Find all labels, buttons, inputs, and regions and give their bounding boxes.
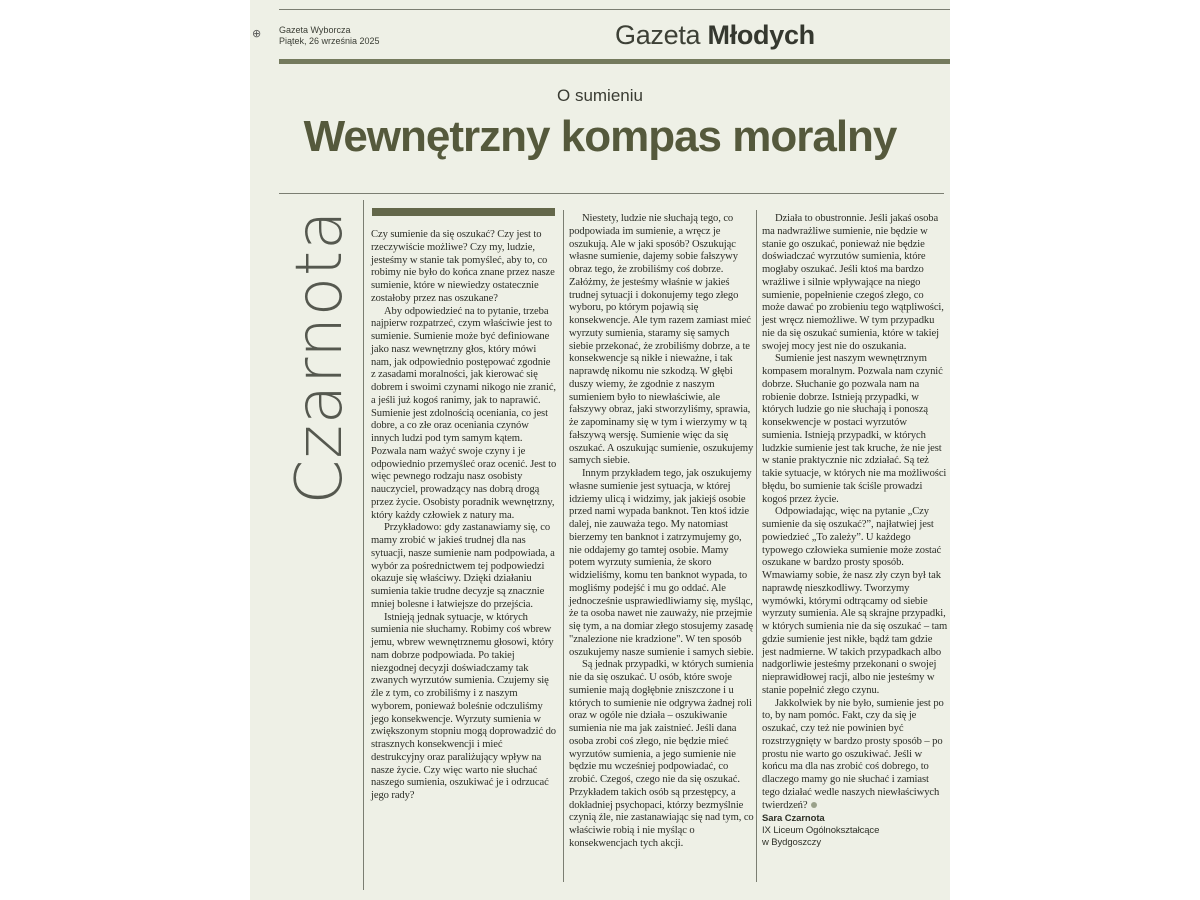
section-title: [615, 20, 815, 51]
masthead-info: [279, 25, 380, 47]
paragraph: Działa to obustronnie. Jeśli jakaś osoba ma nadwrażliwe sumienie, nie będzie w stanie go oszukać, ponieważ nie będzie doświadczać wyrzutów sumienia, które mogłaby oszukać. Jeśli ktoś ma bardzo wrażliwe i silnie wpływające na niego sumienie, popełnienie czegoś złego, co może dawać po zrobieniu tego wątpliwości, jest wręcz niemożliwe. W tym przypadku nie da się oszukać sumienia, które w takiej swojej mocy jest nie do oszukania.: [762, 213, 944, 352]
paragraph: Istnieją jednak sytuacje, w których sumienia nie słuchamy. Robimy coś wbrew jemu, wbrew wewnętrznemu głosowi, który nam dobrze podpowiada. Po takiej niezgodnej decyzji doświadczamy tak zwanych wyrzutów sumienia. Czujemy się źle z tym, co zrobiliśmy i z naszym wyborem, ponieważ boleśnie odczuliśmy jego konsekwencje. Wyrzuty sumienia w zwiększonym stopniu mogą doprowadzić do strasznych konsekwencji i mieć destrukcyjny oraz paraliżujący wpływ na nasze życie. Czy więc warto nie słuchać naszego sumienia, oszukiwać je i odrzucać jego rady?: [371, 611, 556, 801]
author-city: w Bydgoszczy: [762, 837, 821, 849]
paragraph-text: Jakkolwiek by nie było, sumienie jest po to, by nam pomóc. Fakt, czy da się je oszukać, czy też nie powinien być rozstrzygnięty w bardzo prosty sposób – po prostu nie warto go oszukiwać. Jeśli w końcu ma dla nas zrobić coś dobrego, to dlaczego mamy go nie słuchać i zamiast tego działać wedle naszych niewłaściwych twierdzeń?: [762, 697, 944, 811]
paragraph-last: [762, 698, 948, 813]
author-vertical-label: [280, 205, 360, 510]
issue-date: Piątek, 26 września 2025: [279, 36, 380, 46]
column-divider: [563, 210, 564, 882]
masthead-rule: [279, 59, 950, 64]
section-title-bold: Młodych: [707, 20, 815, 50]
paragraph: Sumienie jest naszym wewnętrznym kompasem moralnym. Pozwala nam czynić dobrze. Słuchanie go pozwala nam na robienie dobrze. Istnieją przypadki, w których ludzie go nie słuchają i ponoszą konsekwencje w postaci wyrzutów sumienia. Istnieją przypadki, w których ludzkie sumienie jest tak kruche, że nie jest w stanie praktycznie nic zdziałać. Są też takie sytuacje, w których nie ma możliwości błędu, bo sumienie tak ściśle prowadzi kogoś przez życie.: [762, 353, 947, 505]
newspaper-page: [250, 0, 950, 900]
article-column-2: [569, 213, 755, 851]
column-divider: [756, 210, 757, 882]
author-surname: Czarnota: [283, 209, 357, 505]
column-top-bar: [372, 208, 555, 216]
paragraph: Odpowiadając, więc na pytanie „Czy sumienie da się oszukać?”, najłatwiej jest powiedzieć „To zależy”. U każdego typowego człowieka sumienie może zostać oszukane w bardzo prosty sposób. Wmawiamy sobie, że nasz zły czyn był tak naprawdę nieszkodliwy. Tworzymy wymówki, którymi odtrącamy od siebie wyrzuty sumienia. Ale są skrajne przypadki, w których sumienia nie da się oszukać – tam gdzie sumienie jest nikłe, bądź tam gdzie jest nadmierne. W takich przypadkach albo nadgorliwie jesteśmy przekonani o swojej nieprawidłowej racji, albo nie jesteśmy w stanie popełnić złego czynu.: [762, 506, 948, 696]
paragraph: Czy sumienie da się oszukać? Czy jest to rzeczywiście możliwe? Czy my, ludzie, jesteśmy w stanie tak pomyśleć, aby to, co robimy nie było do końca znane przez nasze sumienie, które w niewiedzy ostatecznie zostałoby przez nas oszukane?: [371, 229, 555, 304]
end-of-article-icon: [811, 802, 817, 808]
section-title-light: Gazeta: [615, 20, 701, 50]
publisher-name: Gazeta Wyborcza: [279, 25, 351, 35]
paragraph: Aby odpowiedzieć na to pytanie, trzeba najpierw rozpatrzeć, czym właściwie jest to sumienie. Sumienie może być definiowane jako nasz wewnętrzny głos, który mówi nam, jak odpowiednio postępować zgodnie z zasadami moralności, jak kierować się dobrem i swoimi czynami nikogo nie zranić, a jeśli już kogoś ranimy, jak to naprawić. Sumienie jest zdolnością oceniania, co jest dobre, a co złe oraz oceniania czynów innych ludzi pod tym samym kątem. Pozwala nam ważyć swoje czyny i je odpowiednio przemyśleć oraz ocenić. Jest to więc pewnego rodzaju nasz osobisty nauczyciel, prowadzący nas dobrą drogą przez życie. Osobisty poradnik wewnętrzny, który każdy człowiek z natury ma.: [371, 305, 557, 521]
top-rule: [279, 9, 950, 10]
column-divider: [363, 200, 364, 890]
paragraph: Innym przykładem tego, jak oszukujemy własne sumienie jest sytuacja, w której idziemy ulicą i widzimy, jak jakiejś osobie przed nami wypada banknot. Ten ktoś idzie dalej, nie zauważa tego. My natomiast bierzemy ten banknot i zatrzymujemy go, nie oddajemy go tamtej osobie. Mamy potem wyrzuty sumienia, że skoro widzieliśmy, komu ten banknot wypada, to mogliśmy podejść i mu go oddać. Ale jednocześnie usprawiedliwiamy się, myśląc, że ta osoba nawet nie zauważy, nie przejmie się tym, a na domiar złego stosujemy zasadę "znalezione nie kradzione". W ten sposób oszukujemy nasze sumienie i samych siebie.: [569, 468, 754, 658]
article-headline: Wewnętrzny kompas moralny: [303, 112, 897, 161]
headline-rule: [279, 193, 944, 194]
author-school: IX Liceum Ogólnokształcące: [762, 825, 880, 837]
paragraph: Przykładowo: gdy zastanawiamy się, co mamy zrobić w jakieś trudnej dla nas sytuacji, nasze sumienie nam podpowiada, a wybór za pośrednictwem tej podpowiedzi okazuje się właściwy. Dzięki działaniu sumienia takie trudne decyzje są znacznie mniej bolesne i łatwiejsze do przejścia.: [371, 522, 555, 610]
paragraph: Są jednak przypadki, w których sumienia nie da się oszukać. U osób, które swoje sumienie mają dogłębnie zniszczone i u których to sumienie nie odgrywa żadnej roli oraz w ogóle nie działa – oszukiwanie sumienia nie ma jak zaistnieć. Jeśli dana osoba zrobi coś złego, nie będzie mieć wyrzutów sumienia, a jego sumienie nie będzie mu wcześniej podpowiadać, co zrobić. Czegoś, czego nie da się oszukać. Przykładem takich osób są przestępcy, a dokładniej psychopaci, którzy bezmyślnie czynią źle, nie zastanawiając się nad tym, co właściwie robią i nie myśląc o konsekwencjach tych akcji.: [569, 659, 754, 849]
article-kicker: O sumieniu: [557, 86, 643, 105]
article-column-1: [371, 229, 557, 803]
article-column-3: [762, 213, 948, 849]
paragraph: Niestety, ludzie nie słuchają tego, co podpowiada im sumienie, a wręcz je oszukują. Ale w jaki sposób? Oszukując własne sumienie, dajemy sobie fałszywy obraz tego, że zrobiliśmy coś dobrze. Załóżmy, że jesteśmy właśnie w jakieś trudnej sytuacji i dokonujemy tego złego wyboru, po którym pojawią się konsekwencje. Ale tym razem zamiast mieć wyrzuty sumienia, staramy się samych siebie przekonać, że zrobiliśmy dobrze, a te konsekwencje są nikłe i nieważne, i tak naprawdę nikomu nie szkodzą. W głębi duszy wiemy, że zgodnie z naszym sumieniem było to niewłaściwie, ale fałszywy obraz, jaki stworzyliśmy, sprawia, że zapominamy się w tym i wierzymy w tą fałszywą wersję. Sumienie więc da się oszukać. A oszukując sumienie, oszukujemy samych siebie.: [569, 213, 754, 467]
author-signature: Sara Czarnota: [762, 813, 825, 825]
crop-mark-icon: ⊕: [252, 27, 262, 40]
